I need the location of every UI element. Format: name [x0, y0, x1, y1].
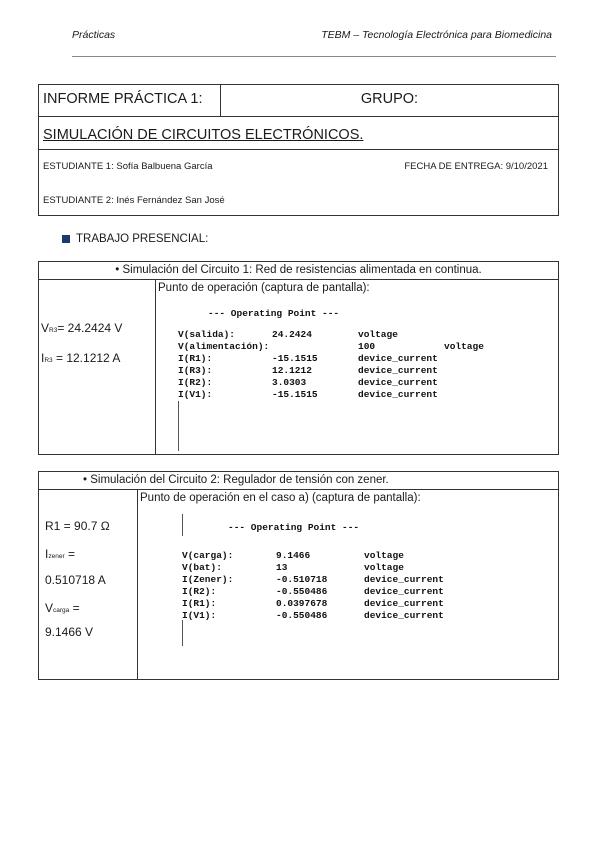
- op-row-name: I(Zener):: [182, 574, 234, 585]
- op-title: --- Operating Point ---: [228, 522, 360, 533]
- page-header-right: TEBM – Tecnología Electrónica para Biomedicina: [321, 29, 552, 41]
- op-row-value: -0.550486: [276, 610, 328, 621]
- op-row-value: -0.510718: [276, 574, 328, 585]
- op-row-type: device_current: [358, 377, 438, 388]
- page-header-left: Prácticas: [72, 29, 116, 41]
- group-label: GRUPO:: [360, 91, 419, 107]
- op-row-type: voltage: [364, 562, 404, 573]
- ir3-result: IR3 = 12.1212 A: [41, 351, 121, 365]
- circuit1-heading: • Simulación del Circuito 1: Red de resistencias alimentada en continua.: [39, 262, 558, 280]
- op-row-name: V(salida):: [178, 329, 236, 340]
- section-title: TRABAJO PRESENCIAL:: [76, 233, 209, 245]
- op-row-extra: voltage: [444, 341, 484, 352]
- op-row-value: 24.2424: [272, 329, 312, 340]
- due-date: FECHA DE ENTREGA: 9/10/2021: [404, 161, 548, 172]
- op-row-name: I(V1):: [182, 610, 217, 621]
- op-row-name: I(R3):: [178, 365, 213, 376]
- op-row-name: I(R2):: [182, 586, 217, 597]
- op-row-value: 13: [276, 562, 288, 573]
- op-row-name: V(alimentación):: [178, 341, 270, 352]
- op-row-value: -0.550486: [276, 586, 328, 597]
- report-info-table: [38, 84, 559, 216]
- vr3-result: VR3= 24.2424 V: [41, 321, 123, 335]
- report-title-row: [39, 85, 558, 117]
- text-cursor: [182, 514, 183, 536]
- op-row-type: device_current: [364, 574, 444, 585]
- op-title: --- Operating Point ---: [208, 308, 340, 319]
- circuit1-table: [38, 261, 559, 455]
- circuit1-results-cell: [39, 280, 156, 454]
- op-row-name: I(R1):: [178, 353, 213, 364]
- op-row-value: 9.1466: [276, 550, 311, 561]
- r1-result: R1 = 90.7 Ω: [45, 519, 110, 533]
- circuit2-table: [38, 471, 559, 680]
- circuit2-caption: Punto de operación en el caso a) (captura de pantalla):: [140, 492, 421, 504]
- op-row-name: V(carga):: [182, 550, 234, 561]
- circuit2-heading: • Simulación del Circuito 2: Regulador de tensión con zener.: [39, 472, 558, 490]
- op-row-type: voltage: [358, 329, 398, 340]
- subject-row: [39, 117, 558, 150]
- vcarga-value: 9.1466 V: [45, 625, 94, 639]
- student-1: ESTUDIANTE 1: Sofía Balbuena García: [43, 161, 213, 172]
- op-row-type: device_current: [358, 389, 438, 400]
- op-row-type: 100: [358, 341, 376, 352]
- op-row-value: 0.0397678: [276, 598, 328, 609]
- op-row-value: 3.0303: [272, 377, 307, 388]
- header-divider: [72, 56, 556, 57]
- report-title: INFORME PRÁCTICA 1:: [39, 85, 221, 116]
- op-row-value: 12.1212: [272, 365, 312, 376]
- op-row-name: V(bat):: [182, 562, 222, 573]
- circuit2-capture-cell: [138, 490, 558, 679]
- student-2: ESTUDIANTE 2: Inés Fernández San José: [43, 195, 225, 206]
- subject-title: SIMULACIÓN DE CIRCUITOS ELECTRÓNICOS.: [43, 127, 364, 143]
- op-row-name: I(R2):: [178, 377, 213, 388]
- izener-label: Izener =: [45, 547, 75, 561]
- op-row-type: device_current: [364, 598, 444, 609]
- op-row-value: -15.1515: [272, 353, 318, 364]
- text-cursor: [182, 620, 183, 646]
- op-row-name: I(V1):: [178, 389, 213, 400]
- op-row-type: device_current: [358, 353, 438, 364]
- circuit1-caption: Punto de operación (captura de pantalla):: [158, 282, 370, 294]
- op-row-type: device_current: [364, 610, 444, 621]
- square-bullet-icon: [62, 235, 70, 243]
- circuit2-operating-point: [182, 520, 542, 660]
- op-row-value: -15.1515: [272, 389, 318, 400]
- circuit1-capture-cell: [156, 280, 558, 454]
- circuit1-operating-point: [178, 308, 538, 448]
- circuit2-results-cell: [39, 490, 138, 679]
- izener-value: 0.510718 A: [45, 573, 106, 587]
- op-row-type: device_current: [364, 586, 444, 597]
- op-row-name: I(R1):: [182, 598, 217, 609]
- vcarga-label: Vcarga =: [45, 601, 80, 615]
- text-cursor: [178, 401, 179, 451]
- section-heading: [62, 233, 208, 245]
- op-row-type: device_current: [358, 365, 438, 376]
- op-row-type: voltage: [364, 550, 404, 561]
